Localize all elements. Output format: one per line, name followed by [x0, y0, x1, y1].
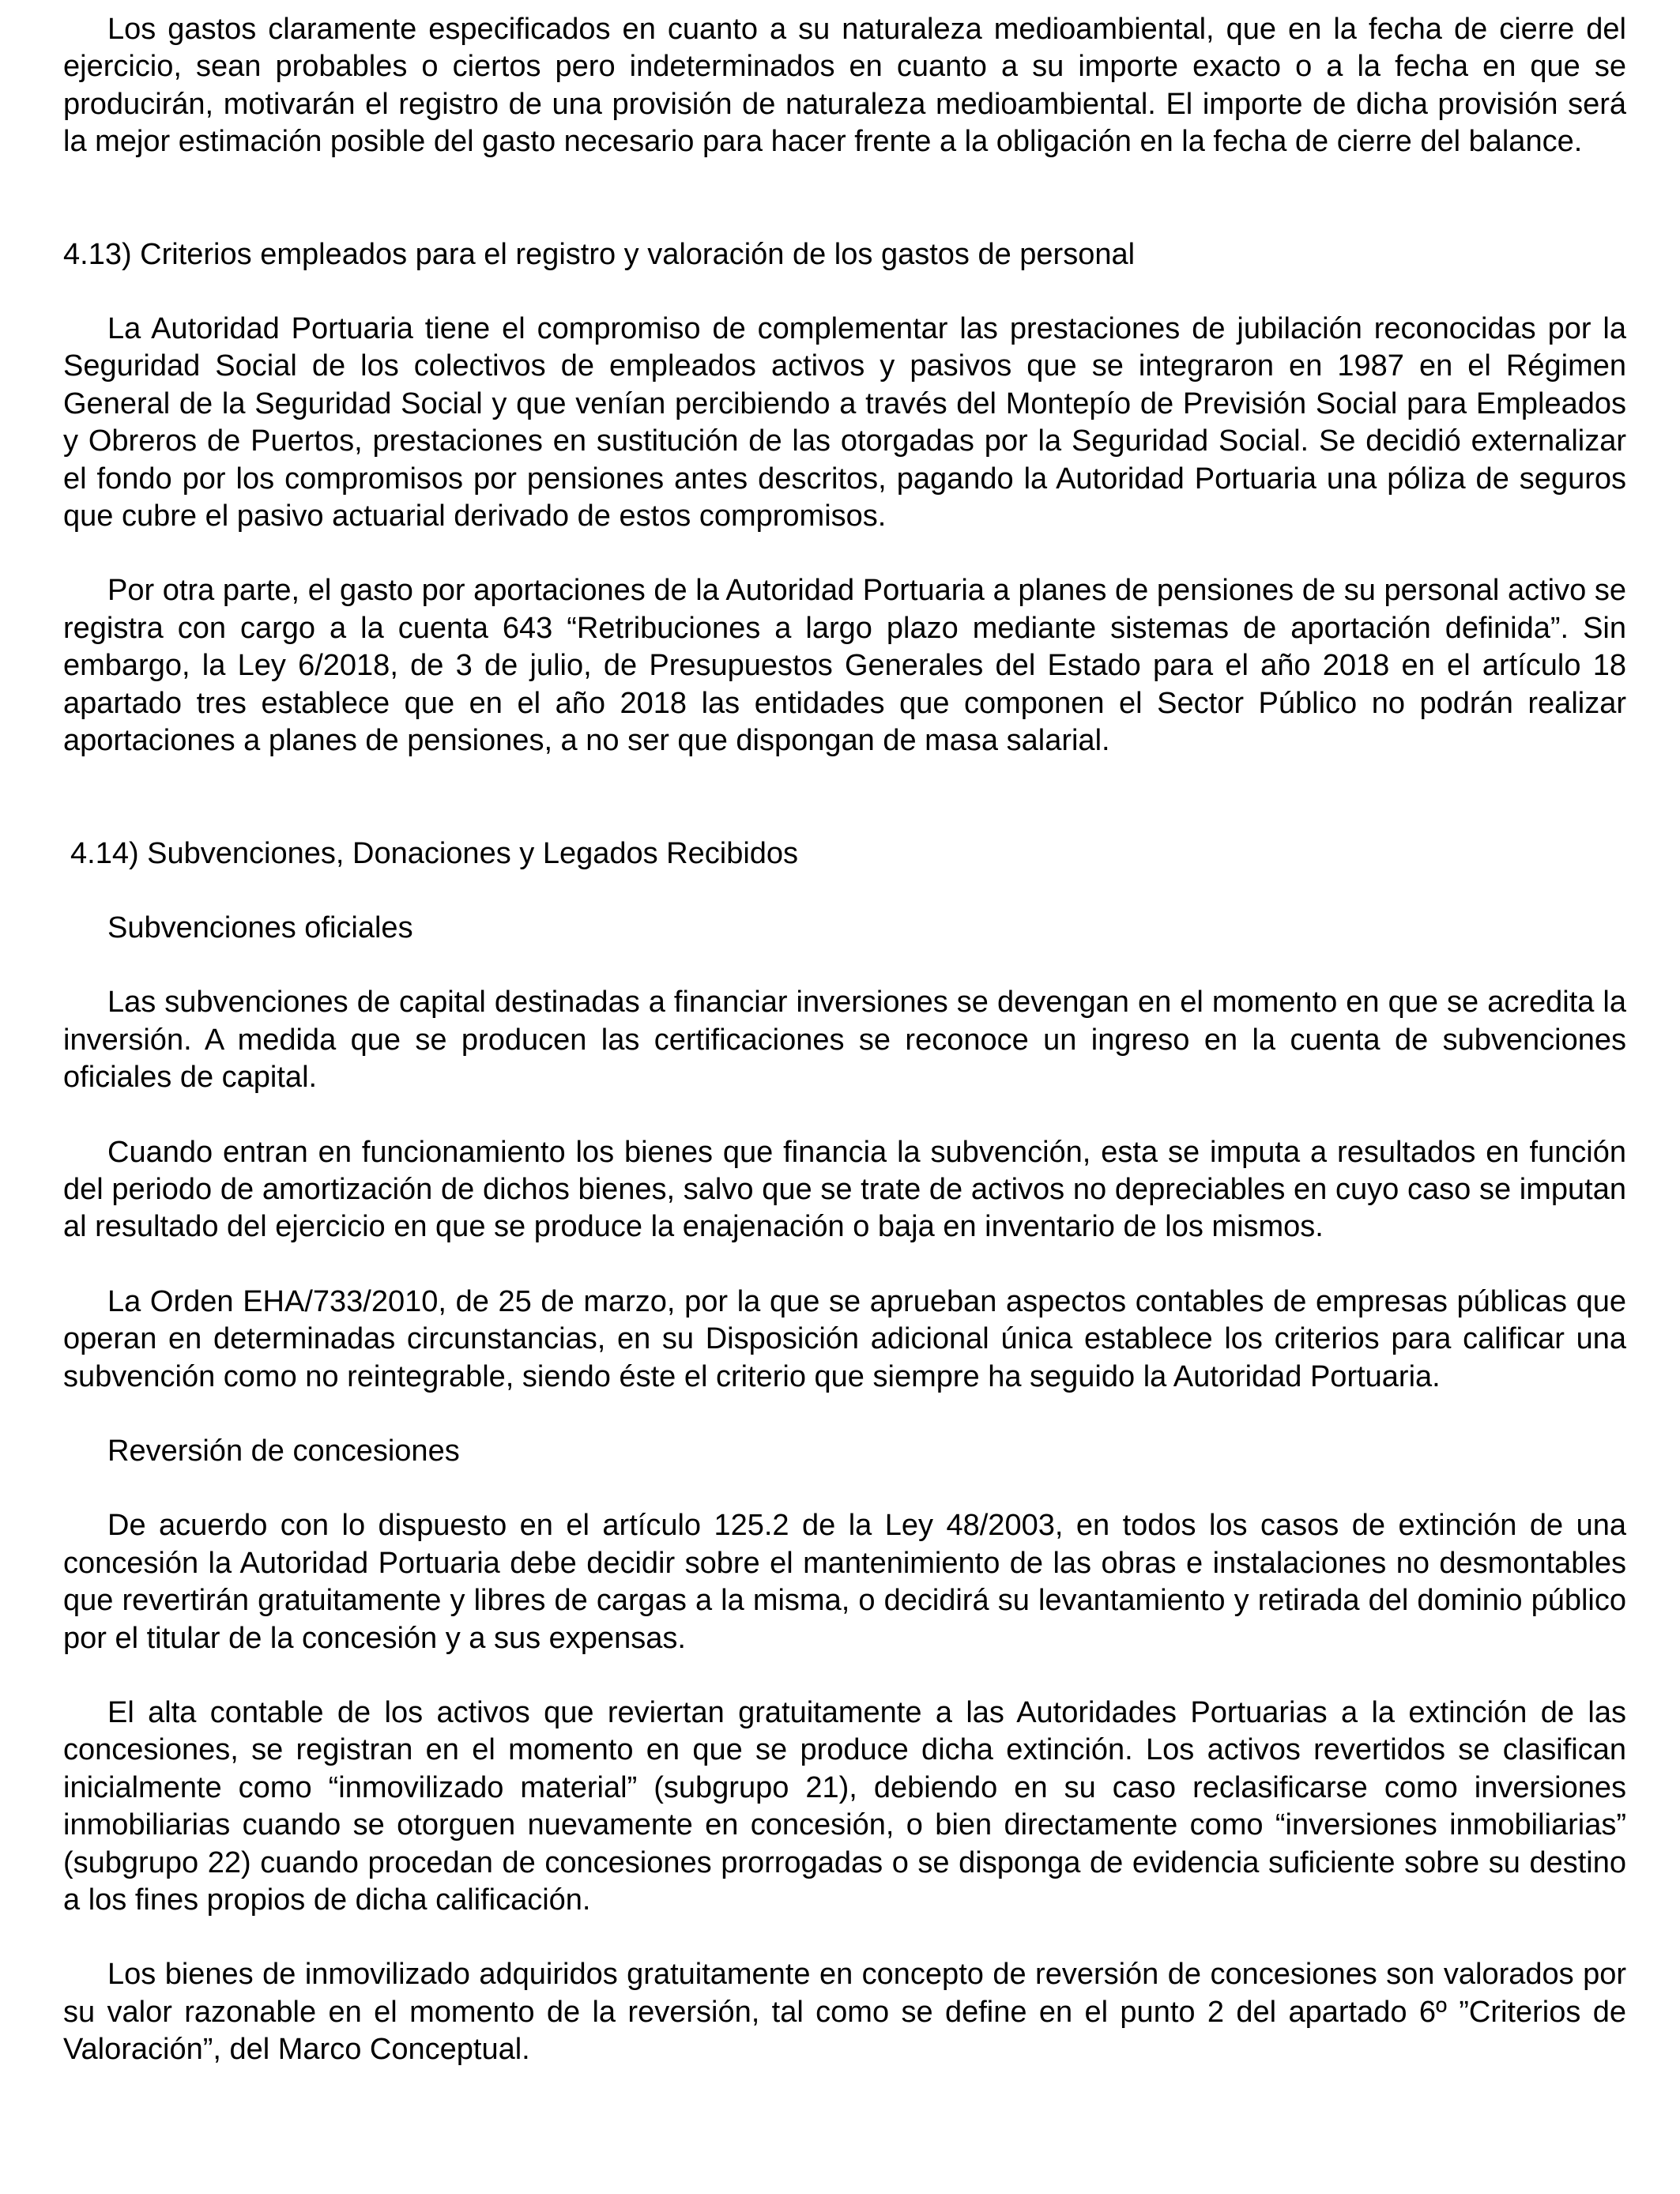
paragraph-pension-contributions: Por otra parte, el gasto por aportaciones de la Autoridad Portuaria a planes de pensiones de su personal activo se registra con cargo a la cuenta 643 “Retribuciones a largo plazo mediante sistemas de aportación definida”. Sin embargo, la Ley 6/2018, de 3 de julio, de Presupuestos Generales del Estado para el año 2018 en el artículo 18 apartado tres establece que en el año 2018 las entidades que componen el Sector Público no podrán realizar aportaciones a planes de pensiones, a no ser que dispongan de masa salarial. — [63, 574, 1626, 758]
paragraph-capital-subsidies: Las subvenciones de capital destinadas a financiar inversiones se devengan en el momento en que se acredita la inversión. A medida que se producen las certificaciones se reconoce un ingreso en la cuenta de subvenciones oficiales de capital. — [63, 986, 1626, 1095]
paragraph-pension-commitments: La Autoridad Portuaria tiene el compromiso de complementar las prestaciones de jubilación reconocidas por la Seguridad Social de los colectivos de empleados activos y pasivos que se integraron en 1987 en el Régimen General de la Seguridad Social y que venían percibiendo a través del Montepío de Previsión Social para Empleados y Obreros de Puertos, prestaciones en sustitución de las otorgadas por la Seguridad Social. Se decidió externalizar el fondo por los compromisos por pensiones antes descritos, pagando la Autoridad Portuaria una póliza de seguros que cubre el pasivo actuarial derivado de estos compromisos. — [63, 312, 1626, 533]
paragraph-asset-valuation: Los bienes de inmovilizado adquiridos gratuitamente en concepto de reversión de concesiones son valorados por su valor razonable en el momento de la reversión, tal como se define en el punto 2 del apartado 6º ”Criterios de Valoración”, del Marco Conceptual. — [63, 1958, 1626, 2067]
subheading-reversion-concesiones: Reversión de concesiones — [107, 1434, 460, 1468]
subheading-subvenciones-oficiales: Subvenciones oficiales — [107, 910, 413, 944]
paragraph-subsidy-imputation: Cuando entran en funcionamiento los bienes que financia la subvención, esta se imputa a resultados en función del periodo de amortización de dichos bienes, salvo que se trate de activos no depreciables en cuyo caso se imputan al resultado del ejercicio en que se produce la enajenación o baja en inventario de los mismos. — [63, 1135, 1626, 1244]
paragraph-orden-eha: La Orden EHA/733/2010, de 25 de marzo, por la que se aprueban aspectos contables de empresas públicas que operan en determinadas circunstancias, en su Disposición adicional única establece los criterios para calificar una subvención como no reintegrable, siendo éste el criterio que siempre ha seguido la Autoridad Portuaria. — [63, 1284, 1626, 1393]
section-heading-4-13: 4.13) Criterios empleados para el registro y valoración de los gastos de personal — [63, 237, 1136, 271]
paragraph-reverted-assets: El alta contable de los activos que reviertan gratuitamente a las Autoridades Portuarias a la extinción de las concesiones, se registran en el momento en que se produce dicha extinción. Los activos revertidos se clasifican inicialmente como “inmovilizado material” (subgrupo 21), debiendo en su caso reclasificarse como inversiones inmobiliarias cuando se otorguen nuevamente en concesión, o bien directamente como “inversiones inmobiliarias” (subgrupo 22) cuando procedan de concesiones prorrogadas o se disponga de evidencia suficiente sobre su destino a los fines propios de dicha calificación. — [63, 1696, 1626, 1917]
paragraph-ley-48-2003: De acuerdo con lo dispuesto en el artículo 125.2 de la Ley 48/2003, en todos los casos de extinción de una concesión la Autoridad Portuaria debe decidir sobre el mantenimiento de las obras e instalaciones no desmontables que revertirán gratuitamente y libres de cargas a la misma, o decidirá su levantamiento y retirada del dominio público por el titular de la concesión y a sus expensas. — [63, 1509, 1626, 1655]
paragraph-environmental-provision: Los gastos claramente especificados en cuanto a su naturaleza medioambiental, que en la fecha de cierre del ejercicio, sean probables o ciertos pero indeterminados en cuanto a su importe exacto o a la fecha en que se producirán, motivarán el registro de una provisión de naturaleza medioambiental. El importe de dicha provisión será la mejor estimación posible del gasto necesario para hacer frente a la obligación en la fecha de cierre del balance. — [63, 13, 1626, 159]
section-heading-4-14: 4.14) Subvenciones, Donaciones y Legados Recibidos — [70, 836, 799, 870]
document-page — [63, 11, 1626, 2069]
